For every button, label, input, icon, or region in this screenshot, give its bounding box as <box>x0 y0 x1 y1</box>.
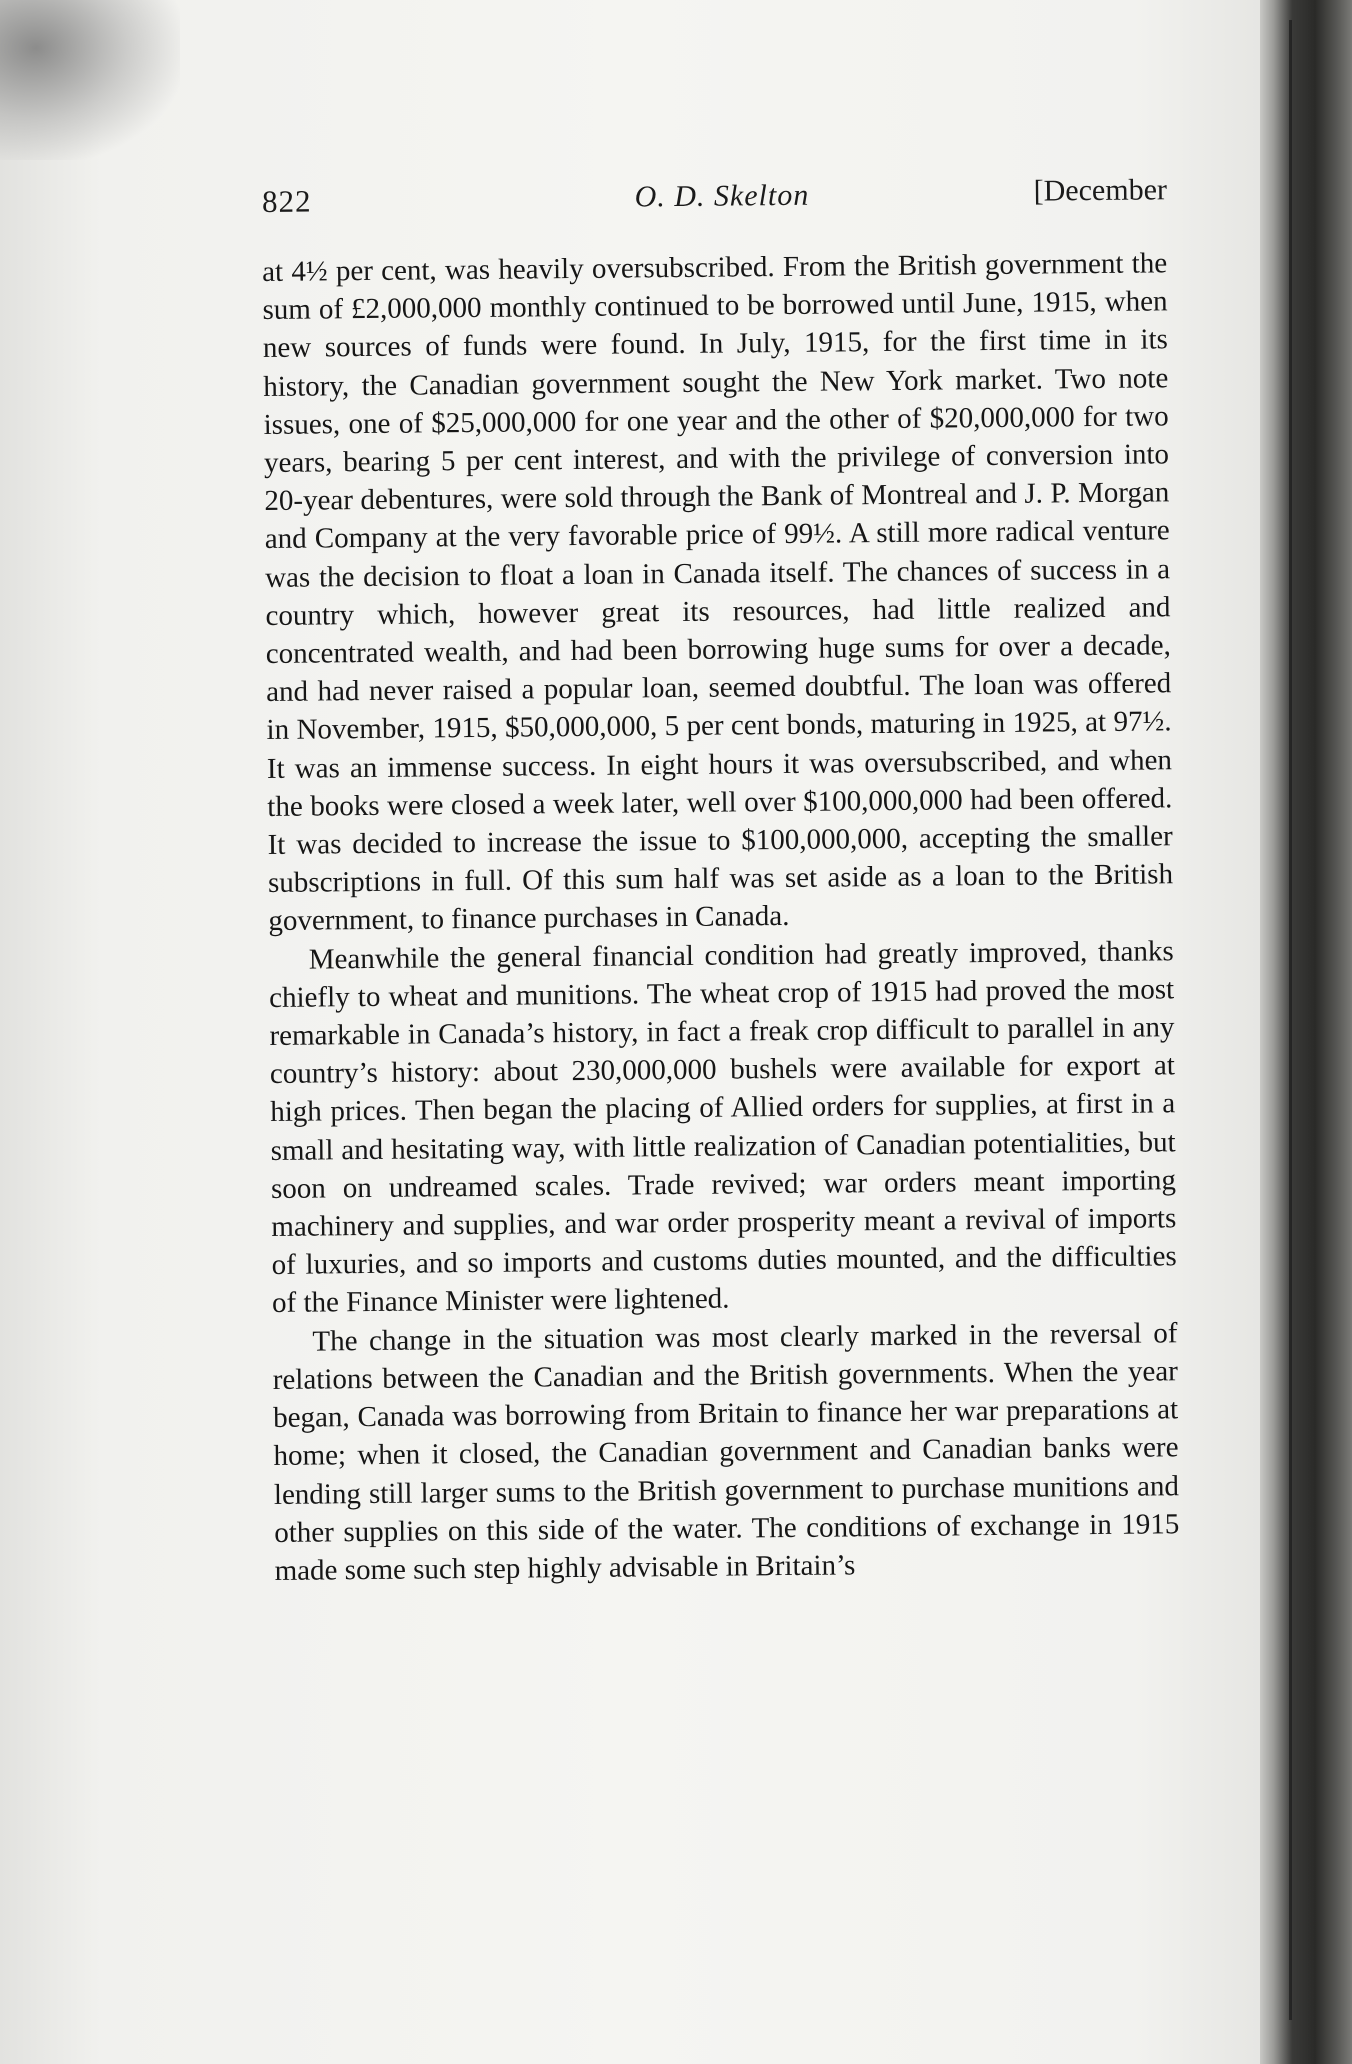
binding-line <box>1289 20 1292 2020</box>
running-head-month: [December <box>1033 173 1168 208</box>
body-text <box>262 244 1180 1590</box>
paragraph-1: at 4½ per cent, was heavily oversubscribed. From the British government the sum of £2,000,000 monthly continued to be borrowed until June, 1915, when new sources of funds were found. In July, 1915, for the first time in its history, the Canadian government sought the New York market. Two note issues, one of $25,000,000 for one year and the other of $20,000,000 for two years, bearing 5 per cent interest, and with the privilege of conversion into 20-year debentures, were sold through the Bank of Montreal and J. P. Morgan and Company at the very favorable price of 99½. A still more radical venture was the decision to float a loan in Canada itself. The chances of success in a country which, however great its resources, had little realized and concentrated wealth, and had been borrowing huge sums for over a decade, and had never raised a popular loan, seemed doubtful. The loan was offered in November, 1915, $50,000,000, 5 per cent bonds, maturing in 1925, at 97½. It was an immense success. In eight hours it was oversubscribed, and when the books were closed a week later, well over $100,000,000 had been offered. It was decided to increase the issue to $100,000,000, accepting the smaller subscriptions in full. Of this sum half was set aside as a loan to the British government, to finance purchases in Canada. <box>262 247 1174 938</box>
page-number: 822 <box>261 183 312 219</box>
scan-shadow <box>0 0 180 160</box>
running-head <box>262 169 1167 228</box>
running-head-author: O. D. Skelton <box>634 178 810 214</box>
paragraph-2: Meanwhile the general financial condition had greatly improved, thanks chiefly to wheat and munitions. The wheat crop of 1915 had proved the most remarkable in Canada’s history, in fact a freak crop difficult to parallel in any country’s history: about 230,000,000 bushels were available for export at high prices. Then began the placing of Allied orders for supplies, at first in a small and hesitating way, with little realization of Canadian potentialities, but soon on undreamed scales. Trade revived; war orders meant importing machinery and supplies, and war order prosperity meant a revival of imports of luxuries, and so imports and customs duties mounted, and the difficulties of the Finance Minister were lightened. <box>268 934 1177 1320</box>
paragraph-3: The change in the situation was most clearly marked in the reversal of relations between the Canadian and the British governments. When the year began, Canada was borrowing from Britain to finance her war preparations at home; when it closed, the Canadian government and Canadian banks were lending still larger sums to the British government to purchase munitions and other supplies on this side of the water. The conditions of exchange in 1915 made some such step highly advisable in Britain’s <box>272 1316 1180 1587</box>
book-binding-edge <box>1260 0 1352 2064</box>
